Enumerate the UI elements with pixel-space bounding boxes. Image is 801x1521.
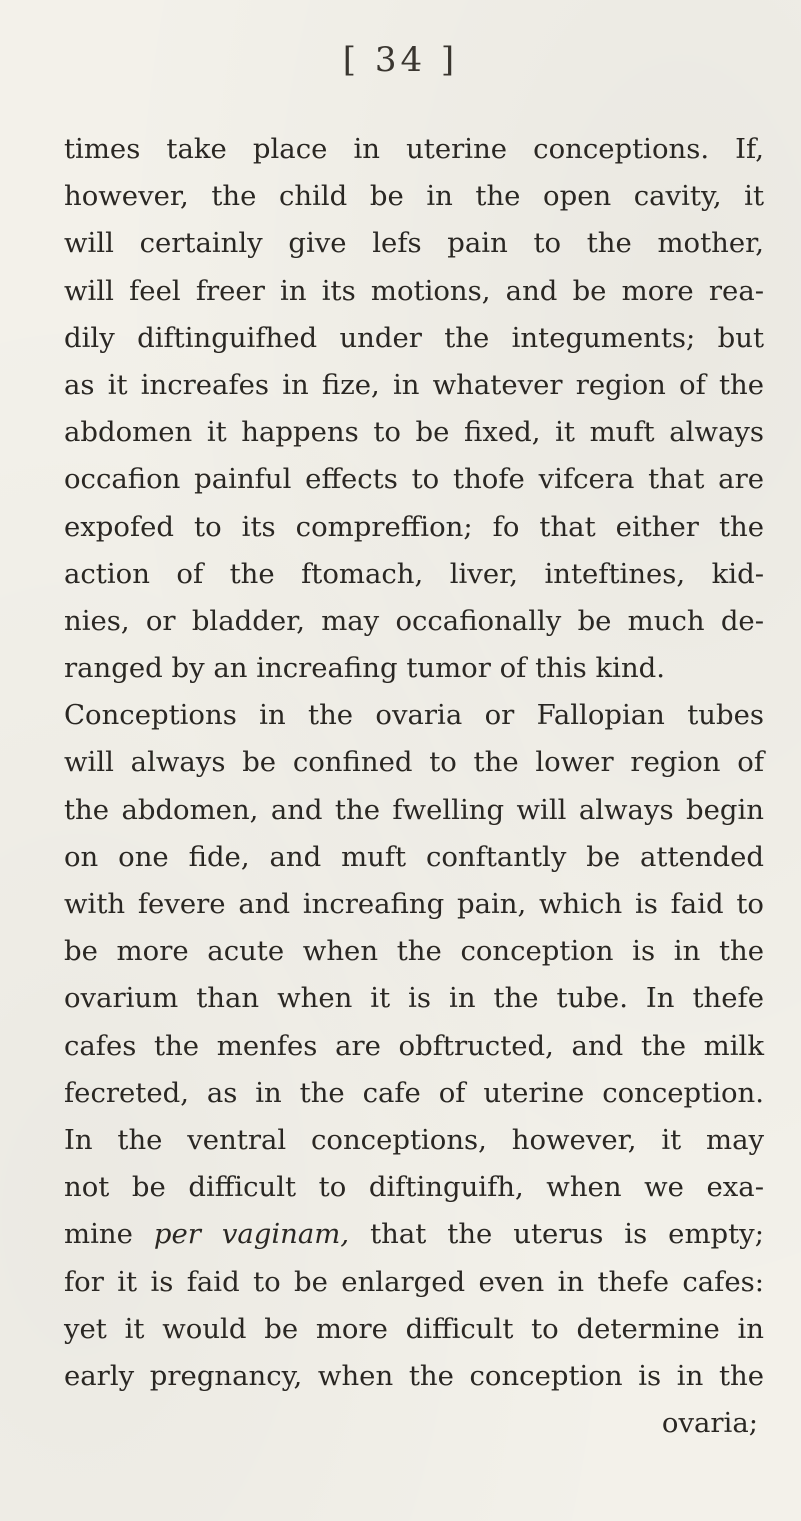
text-line: will certainly give lefs pain to the mother, [64, 227, 764, 260]
text-line: Conceptions in the ovaria or Fallopian tubes [64, 699, 764, 732]
italic-phrase: per vaginam, [153, 1218, 350, 1251]
text-line: the abdomen, and the fwelling will always begin [64, 793, 764, 826]
text-line: early pregnancy, when the conception is in the [64, 1359, 764, 1392]
text-line: times take place in uterine conceptions. If, [64, 133, 764, 165]
text-line: not be difficult to diftinguifh, when we exa- [64, 1171, 764, 1204]
catchword: ovaria; [661, 1407, 758, 1440]
text-line: dily diftinguifhed under the integuments; but [64, 321, 764, 354]
text-line: ranged by an increafing tumor of this kind. [64, 652, 666, 685]
text-line: on one fide, and muft conftantly be attended [64, 840, 764, 873]
page-number: [ 34 ] [342, 40, 459, 80]
text-segment: that the uterus is empty; [349, 1218, 764, 1251]
text-line: cafes the menfes are obftructed, and the milk [64, 1029, 764, 1062]
text-line: will feel freer in its motions, and be more rea- [64, 274, 764, 307]
text-line-with-italic [64, 1211, 764, 1258]
text-line: be more acute when the conception is in the [64, 935, 764, 968]
body-text [64, 126, 764, 1447]
text-line: yet it would be more difficult to determine in [64, 1312, 764, 1345]
text-line: however, the child be in the open cavity, it [64, 180, 764, 213]
text-line: will always be confined to the lower region of [64, 746, 764, 779]
text-line: In the ventral conceptions, however, it may [64, 1123, 764, 1156]
text-line: nies, or bladder, may occafionally be much de- [64, 604, 764, 637]
text-line: with fevere and increafing pain, which is faid to [64, 888, 764, 920]
text-line: abdomen it happens to be fixed, it muft always [64, 416, 764, 449]
text-line: ovarium than when it is in the tube. In thefe [64, 982, 764, 1015]
text-line: for it is faid to be enlarged even in thefe cafes: [64, 1265, 764, 1298]
text-segment: mine [64, 1218, 154, 1251]
text-line: fecreted, as in the cafe of uterine conception. [64, 1076, 764, 1109]
text-line: occafion painful effects to thofe vifcera that are [64, 463, 764, 496]
text-line: as it increafes in fize, in whatever region of the [64, 368, 764, 401]
text-line: action of the ftomach, liver, inteftines, kid- [64, 557, 764, 590]
text-line: expofed to its compreffion; fo that either the [64, 510, 764, 543]
